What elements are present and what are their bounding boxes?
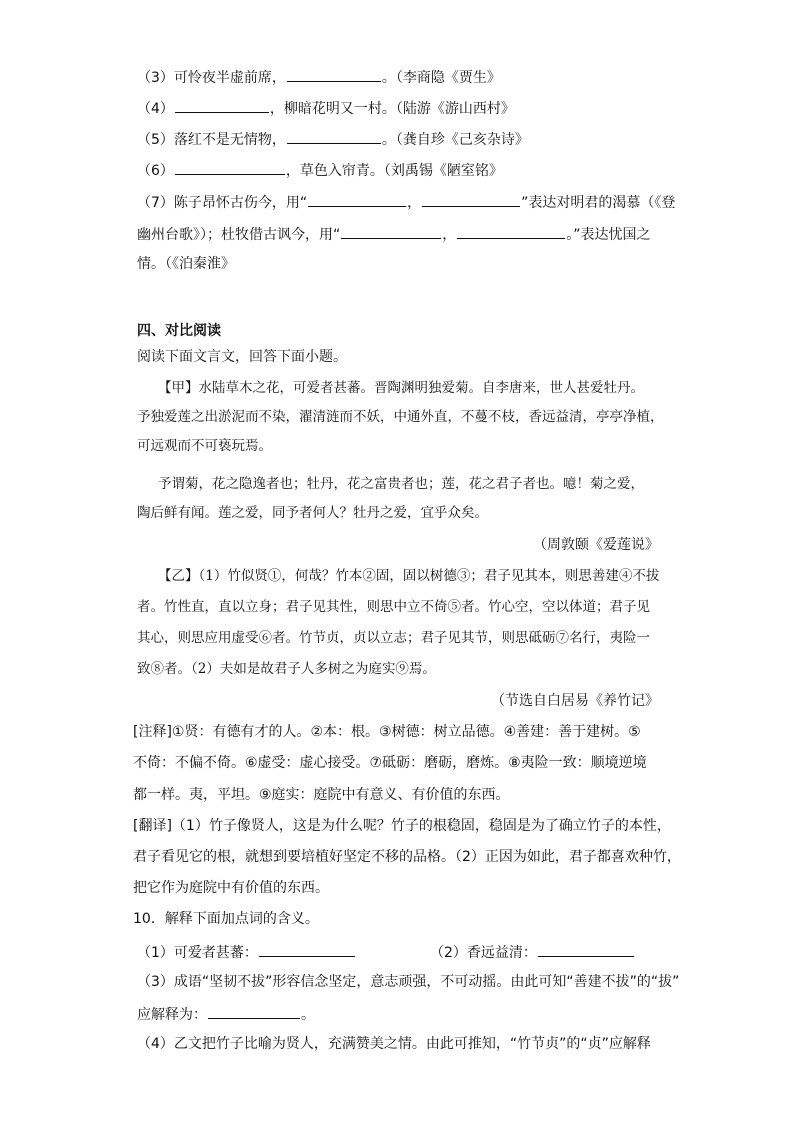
yi-line-2: 者。竹性直，直以立身；君子见其性，则思中立不倚⑤者。竹心空，空以体道；君子见 [137, 599, 650, 615]
poem-item-7-line3: 情。（《泊秦淮》 [137, 256, 235, 272]
section-heading: 四、对比阅读 [137, 323, 221, 339]
question-10-title: 10．解释下面加点词的含义。 [133, 911, 319, 927]
answer-blank[interactable] [175, 159, 285, 175]
answer-blank[interactable] [457, 223, 565, 239]
poem-item-7-text: （7）陈子昂怀古伤今，用“ [137, 195, 308, 211]
jia-paragraph-2-line-2: 陶后鲜有闻。莲之爱，同予者何人？牡丹之爱，宜乎众矣。 [137, 505, 488, 521]
question-10-item-3-line-2 [137, 1003, 315, 1025]
answer-blank[interactable] [259, 941, 355, 957]
poem-item-3 [137, 66, 501, 88]
poem-item-4-text: ，柳暗花明又一村。（陆游《游山西村》 [269, 101, 515, 117]
poem-item-5 [137, 128, 529, 150]
yi-line-1: 【乙】（1）竹似贤①，何哉？竹本②固，固以树德③；君子见其本，则思善建④不拔 [158, 568, 660, 584]
yi-source: （节选自白居易《养竹记》 [491, 693, 659, 709]
poem-item-6 [137, 159, 503, 181]
question-10-item-1 [137, 941, 356, 963]
notes-line-1: [注释]①贤：有德有才的人。②本：根。③树德：树立品德。④善建：善于建树。⑤ [133, 724, 641, 740]
poem-item-7-text: ”表达对明君的渴慕（《登 [521, 195, 676, 211]
poem-item-5-source: 。（龚自珍《己亥杂诗》 [381, 132, 529, 148]
jia-source: （周敦颐《爱莲说》 [533, 537, 659, 553]
notes-line-3: 都一样。夷，平坦。⑨庭实：庭院中有意义、有价值的东西。 [133, 787, 510, 803]
poem-item-4-label: （4） [137, 101, 174, 117]
poem-item-7-text: 幽州台歌》）；杜牧借古讽今，用“ [137, 227, 341, 243]
jia-paragraph-1-line-2: 予独爱莲之出淤泥而不染，濯清涟而不妖，中通外直，不蔓不枝，香远益清，亭亭净植， [137, 409, 664, 425]
answer-blank[interactable] [308, 191, 406, 207]
answer-blank[interactable] [208, 1003, 300, 1019]
poem-item-6-text: ，草色入帘青。（刘禹锡《陋室铭》 [285, 163, 503, 179]
poem-item-4 [137, 97, 515, 119]
translation-line-2: 君子看见它的根，就想到要培植好坚定不移的品格。（2）正因为如此，君子都喜欢种竹， [133, 849, 681, 865]
question-10-item-3-line-1: （3）成语“坚韧不拔”形容信念坚定，意志顽强，不可动摇。由此可知“善建不拔”的“拔” [137, 974, 680, 990]
question-10-item-2 [430, 941, 635, 963]
jia-paragraph-1-line-1: 【甲】水陆草木之花，可爱者甚蕃。晋陶渊明独爱菊。自李唐来，世人甚爱牡丹。 [158, 380, 644, 396]
answer-blank[interactable] [422, 191, 520, 207]
question-10-item-1-label: （1）可爱者甚蕃： [137, 945, 258, 961]
section-instruction: 阅读下面文言文，回答下面小题。 [137, 349, 347, 365]
jia-paragraph-2-line-1: 予谓菊，花之隐逸者也；牡丹，花之富贵者也；莲，花之君子者也。噫！菊之爱， [158, 476, 644, 492]
translation-line-1: [翻译]（1）竹子像贤人，这是为什么呢？竹子的根稳固，稳固是为了确立竹子的本性， [133, 818, 671, 834]
poem-item-7-line2 [137, 223, 651, 245]
jia-paragraph-1-line-3: 可远观而不可亵玩焉。 [137, 438, 272, 454]
question-10-item-3-period: 。 [301, 1007, 315, 1023]
poem-item-7-line1 [137, 191, 675, 213]
answer-blank[interactable] [287, 66, 381, 82]
answer-blank[interactable] [287, 128, 381, 144]
question-10-item-4: （4）乙文把竹子比喻为贤人，充满赞美之情。由此可推知，“竹节贞”的“贞”应解释 [137, 1036, 651, 1052]
question-10-item-3-label: 应解释为： [137, 1007, 207, 1023]
answer-blank[interactable] [341, 223, 441, 239]
translation-line-3: 把它作为庭院中有价值的东西。 [133, 880, 329, 896]
answer-blank[interactable] [175, 97, 269, 113]
poem-item-3-source: 。（李商隐《贾生》 [381, 70, 501, 86]
notes-line-2: 不倚：不偏不倚。⑥虚受：虚心接受。⑦砥砺：磨砺，磨炼。⑧夷险一致：顺境逆境 [133, 755, 647, 771]
yi-line-3: 其心，则思应用虚受⑥者。竹节贞，贞以立志；君子见其节，则思砥砺⑦名行，夷险一 [137, 630, 650, 646]
yi-line-4: 致⑧者。（2）夫如是故君子人多树之为庭实⑨焉。 [137, 661, 436, 677]
poem-item-3-text: （3）可怜夜半虚前席， [137, 70, 286, 86]
poem-item-7-text: 。”表达忧国之 [566, 227, 651, 243]
poem-item-7-comma: ， [442, 227, 457, 243]
answer-blank[interactable] [538, 941, 634, 957]
question-10-item-2-label: （2）香远益清： [430, 945, 537, 961]
poem-item-6-label: （6） [137, 163, 174, 179]
poem-item-7-comma: ， [407, 195, 422, 211]
poem-item-5-text: （5）落红不是无情物， [137, 132, 286, 148]
